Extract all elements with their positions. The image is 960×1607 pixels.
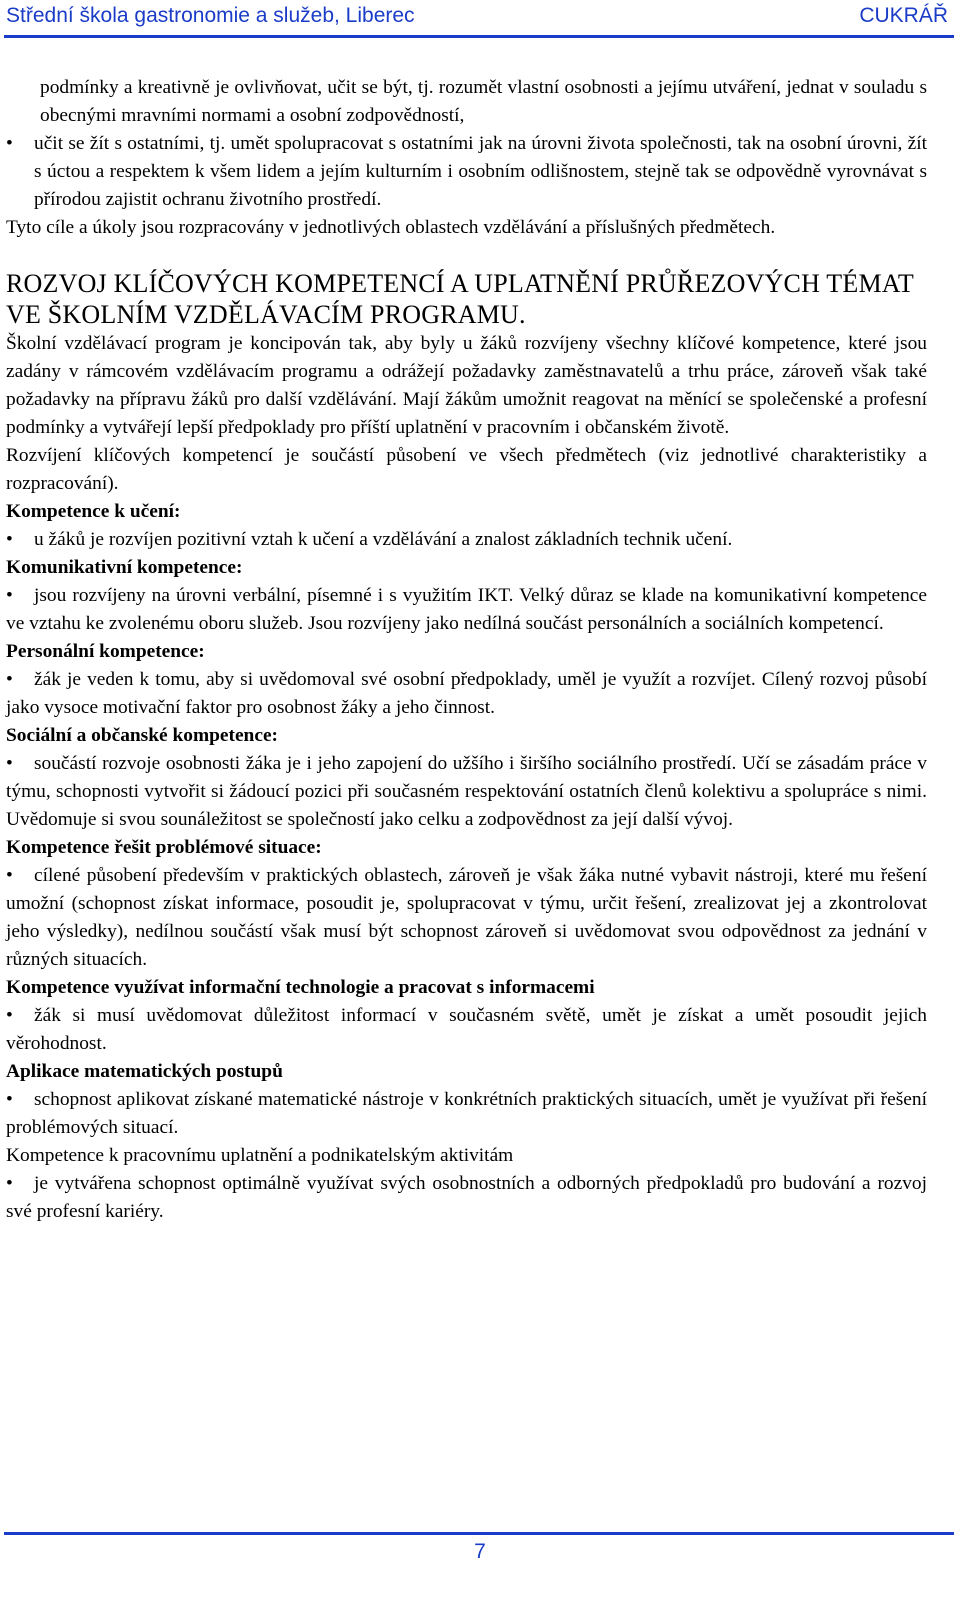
competence-heading: Personální kompetence:: [6, 641, 205, 662]
footer-rule: [4, 1532, 954, 1535]
competence-bullet: • žák je veden k tomu, aby si uvědomoval své osobní předpoklady, uměl je využít a rozvíjet. Cílený rozvoj působí jako vysoce motivační faktor pro osobnost žáky a jeho činnost.: [6, 666, 927, 722]
competence-bullet: • žák si musí uvědomovat důležitost informací v současném světě, umět je získat a umět posoudit jejich věrohodnost.: [6, 1002, 927, 1058]
competence-bullet: • cílené působení především v praktických oblastech, zároveň je však žáka nutné vybavit nástroji, které mu řešení umožní (schopnost získat informace, posoudit je, spolupracovat v týmu, určit řešení, zrealizovat jej a zkontrolovat jeho výsledky), nedílnou součástí však musí být schopnost zároveň si uvědomovat svou odpovědnost za jednání v různých situacích.: [6, 862, 927, 974]
intro-bullet: [6, 130, 927, 214]
intro-closing: Tyto cíle a úkoly jsou rozpracovány v jednotlivých oblastech vzdělávání a příslušných předmětech.: [6, 217, 776, 238]
competence-bullet: • schopnost aplikovat získané matematické nástroje v konkrétních praktických situacích, umět je využívat při řešení problémových situací.: [6, 1086, 927, 1142]
page-number: 7: [474, 1540, 486, 1563]
competence-heading-plain: Kompetence k pracovnímu uplatnění a podnikatelským aktivitám: [6, 1145, 514, 1166]
competence-bullet: • jsou rozvíjeny na úrovni verbální, písemné i s využitím IKT. Velký důraz se klade na komunikativní kompetence ve vztahu ke zvolenému oboru služeb. Jsou rozvíjeny jako nedílná součást personálních a sociálních kompetencí.: [6, 582, 927, 638]
document-body: [6, 74, 927, 1226]
competence-heading: Kompetence využívat informační technologie a pracovat s informacemi: [6, 977, 595, 998]
page-header: [4, 0, 956, 40]
subject-name: CUKRÁŘ: [859, 4, 948, 27]
section-title: ROZVOJ KLÍČOVÝCH KOMPETENCÍ A UPLATNĚNÍ PRŮŘEZOVÝCH TÉMAT VE ŠKOLNÍM VZDĚLÁVACÍM PROGRAMU.: [6, 269, 914, 329]
competence-heading: Kompetence k učení:: [6, 501, 181, 522]
competence-heading: Aplikace matematických postupů: [6, 1061, 283, 1082]
competence-heading: Kompetence řešit problémové situace:: [6, 837, 322, 858]
competence-bullet: • u žáků je rozvíjen pozitivní vztah k učení a vzdělávání a znalost základních technik učení.: [6, 526, 927, 554]
header-rule: [4, 35, 954, 38]
intro-continuation: podmínky a kreativně je ovlivňovat, učit se být, tj. rozumět vlastní osobnosti a jejímu utváření, jednat v souladu s obecnými mravními normami a osobní zodpovědností,: [40, 77, 927, 126]
competence-bullet: • je vytvářena schopnost optimálně využívat svých osobnostních a odborných předpokladů pro budování a rozvoj své profesní kariéry.: [6, 1170, 927, 1226]
competence-bullet: • součástí rozvoje osobnosti žáka je i jeho zapojení do užšího i širšího sociálního prostředí. Učí se zásadám práce v týmu, schopnosti vytvořit si žádoucí pozici při současném respektování ostatních členů kolektivu a spolupráce s nimi. Uvědomuje si svou sounáležitost se společností jako celku a zodpovědnost za její další vývoj.: [6, 750, 927, 834]
competence-heading: Sociální a občanské kompetence:: [6, 725, 279, 746]
competence-heading: Komunikativní kompetence:: [6, 557, 243, 578]
section-paragraph-1: Školní vzdělávací program je koncipován tak, aby byly u žáků rozvíjeny všechny klíčové kompetence, které jsou zadány v rámcovém vzdělávacím programu a odrážejí požadavky zaměstnavatelů a trhu práce, zároveň však také požadavky na přípravu žáků pro další vzdělávání. Mají žákům umožnit reagovat na měnící se společenské a profesní podmínky a vytvářejí lepší předpoklady pro příští uplatnění v pracovním i občanském životě.: [6, 333, 927, 438]
intro-bullet-text: učit se žít s ostatními, tj. umět spolupracovat s ostatními jak na úrovni života společnosti, tak na osobní úrovni, žít s úctou a respektem k všem lidem a jejím kulturním i osobním odlišnostem, stejně tak se odpovědně vyrovnávat s přírodou zajistit ochranu životního prostředí.: [34, 133, 927, 210]
section-paragraph-2: Rozvíjení klíčových kompetencí je součástí působení ve všech předmětech (viz jednotlivé charakteristiky a rozpracování).: [6, 445, 927, 494]
school-name: Střední škola gastronomie a služeb, Liberec: [6, 4, 415, 27]
